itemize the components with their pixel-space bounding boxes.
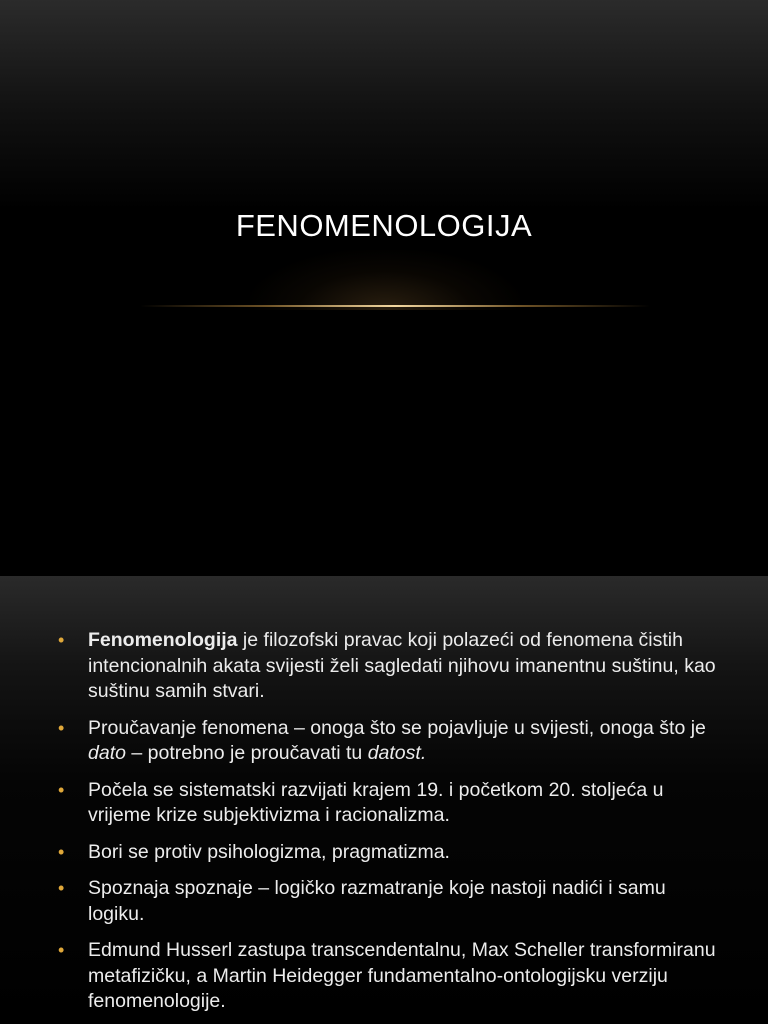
bullet-italic-term: datost. [367, 742, 427, 764]
bullet-item [58, 778, 718, 829]
glow-halo [250, 250, 520, 310]
bullet-item [58, 716, 718, 767]
bullet-item [58, 938, 718, 1015]
bullet-text: Spoznaja spoznaje – logičko razmatranje koje nastoji nadići i samu logiku. [88, 877, 666, 925]
bullet-list [58, 628, 718, 1024]
bullet-text: Počela se sistematski razvijati krajem 19. i početkom 20. stoljeća u vrijeme krize subjektivizma i racionalizma. [88, 778, 664, 826]
bullet-italic-term: dato [88, 742, 126, 764]
content-slide [0, 576, 768, 1024]
bullet-item [58, 876, 718, 927]
bullet-dot-icon: • [58, 878, 65, 898]
bullet-text: Bori se protiv psihologizma, pragmatizma. [88, 840, 450, 863]
gold-divider-line [140, 305, 650, 307]
bullet-dot-icon: • [58, 630, 65, 650]
bullet-dot-icon: • [58, 779, 65, 800]
bullet-item [58, 840, 718, 866]
bullet-dot-icon: • [58, 717, 65, 738]
bullet-dot-icon: • [58, 841, 65, 862]
bullet-text: – potrebno je proučavati tu [125, 742, 368, 764]
bullet-bold-term: Fenomenologija [88, 629, 238, 651]
slide-title: FENOMENOLOGIJA [235, 208, 533, 243]
bullet-text: Proučavanje fenomena – onoga što se pojavljuje u svijesti, onoga što je [88, 716, 706, 739]
bullet-dot-icon: • [58, 940, 65, 960]
bullet-item [58, 628, 718, 705]
bullet-text: je filozofski pravac koji polazeći od fenomena čistih intencionalnih akata svijesti želi sagledati njihovu imanentnu suštinu, kao suštinu samih stvari. [88, 629, 716, 702]
bullet-text: Edmund Husserl zastupa transcendentalnu, Max Scheller transformiranu metafizičku, a Martin Heidegger fundamentalno-ontologijsku verziju fenomenologije. [88, 939, 716, 1012]
